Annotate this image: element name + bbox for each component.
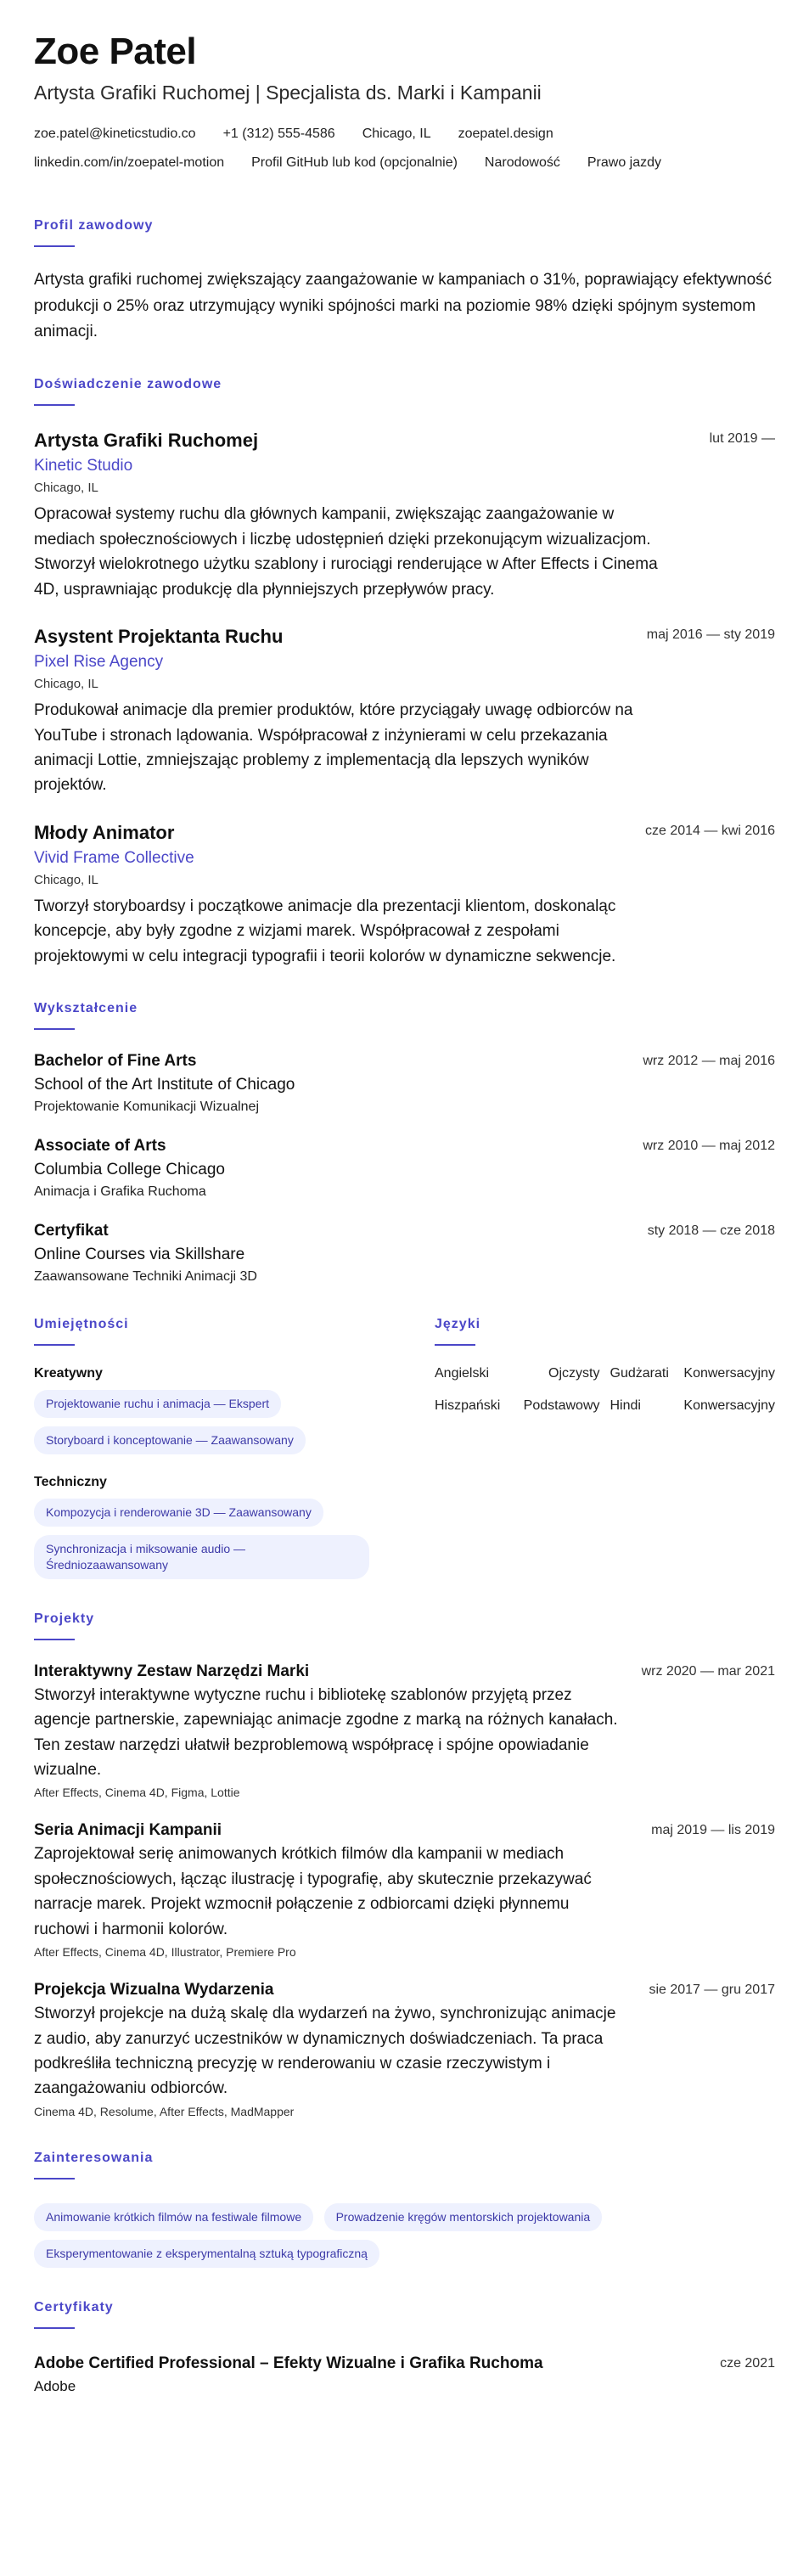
interest-pill: Animowanie krótkich filmów na festiwale filmowe — [34, 2203, 313, 2231]
section-divider — [34, 245, 75, 247]
skill-pill: Storyboard i konceptowanie — Zaawansowany — [34, 1426, 306, 1454]
job-title: Młody Animator — [34, 821, 175, 843]
skill-category: Techniczny — [34, 1474, 107, 1489]
education-details — [34, 1137, 225, 1200]
language-item — [610, 1366, 776, 1381]
language-item — [610, 1398, 776, 1414]
contact-github[interactable]: Profil GitHub lub kod (opcjonalnie) — [251, 155, 458, 171]
project-title: Seria Animacji Kampanii — [34, 1821, 222, 1840]
education-school: Columbia College Chicago — [34, 1161, 225, 1179]
job-description: Tworzył storyboardsy i początkowe animacje dla prezentacji klientom, doskonaląc koncepcje, aby były zgodne z wizjami marek. Współpracował z zespołami projektowymi w celu integracji typografii i teorii kolorów w dynamiczne sekwencje. — [34, 897, 616, 965]
language-level: Konwersacyjny — [683, 1366, 775, 1381]
job-entry — [34, 430, 775, 602]
job-description: Opracował systemy ruchu dla głównych kampanii, zwiększając zaangażowanie w mediach społecznościowych i liczbę udostępnień dzięki przekonującym wizualizacjom. Stworzył wielokrotnego użytku szablony i rurociągi renderujące w After Effects i Cinema 4D, usprawniając produkcję dla płynniejszych przepływów pracy. — [34, 505, 658, 599]
section-title: Projekty — [34, 1611, 95, 1626]
project-dates: sie 2017 — gru 2017 — [649, 1983, 775, 1998]
section-divider — [435, 1344, 475, 1346]
job-details — [34, 626, 647, 798]
person-title: Artysta Grafiki Ruchomej | Specjalista ds. Marki i Kampanii — [34, 82, 542, 104]
contact-driving-license: Prawo jazdy — [587, 155, 662, 171]
project-technologies: Cinema 4D, Resolume, After Effects, MadMapper — [34, 2104, 295, 2118]
projects-section — [34, 1611, 775, 2118]
languages-section — [435, 1317, 775, 1578]
language-name: Hindi — [610, 1398, 641, 1414]
skill-pill: Synchronizacja i miksowanie audio — Średniozaawansowany — [34, 1535, 369, 1579]
section-divider — [34, 2178, 75, 2179]
job-entry — [34, 626, 775, 798]
job-dates: lut 2019 — — [709, 431, 775, 447]
contact-phone[interactable]: +1 (312) 555-4586 — [222, 127, 335, 142]
section-divider — [34, 1344, 75, 1346]
job-location: Chicago, IL — [34, 872, 98, 887]
education-degree: Certyfikat — [34, 1222, 109, 1240]
interest-pill: Prowadzenie kręgów mentorskich projektowania — [324, 2203, 603, 2231]
section-title: Umiejętności — [34, 1317, 129, 1332]
project-description: Zaprojektował serię animowanych krótkich filmów dla kampanii w mediach społecznościowych, łącząc ilustrację i typografię, aby skutecznie przekazywać narracje marek. Projekt wzmocnił połączenie z odbiorcami dzięki płynnemu ruchowi i harmonii kolorów. — [34, 1845, 592, 1938]
skill-pill-group — [34, 1381, 390, 1454]
project-title: Interaktywny Zestaw Narzędzi Marki — [34, 1662, 310, 1680]
certifications-section — [34, 2300, 775, 2395]
language-name: Hiszpański — [435, 1398, 501, 1414]
skill-pill: Kompozycja i renderowanie 3D — Zaawansowany — [34, 1499, 323, 1527]
section-divider — [34, 1028, 75, 1030]
skill-pill-group — [34, 1490, 390, 1579]
education-entry — [34, 1222, 775, 1285]
job-entry — [34, 822, 775, 969]
project-description: Stworzył projekcje na dużą skalę dla wydarzeń na żywo, synchronizując animacje z audio, aby zanurzyć uczestników w dynamicznych doświadczeniach. Ta praca podkreśliła techniczną precyzję w renderowaniu w czasie rzeczywistym i zaangażowaniu odbiorców. — [34, 2005, 616, 2098]
certification-issuer: Adobe — [34, 2377, 76, 2394]
education-dates: wrz 2010 — maj 2012 — [643, 1139, 775, 1154]
section-title: Certyfikaty — [34, 2299, 114, 2314]
project-entry — [34, 1981, 775, 2118]
job-dates: cze 2014 — kwi 2016 — [645, 823, 775, 838]
project-details — [34, 1821, 628, 1959]
section-divider — [34, 1639, 75, 1640]
section-title: Wykształcenie — [34, 1001, 138, 1016]
language-level: Konwersacyjny — [683, 1398, 775, 1414]
contact-website[interactable]: zoepatel.design — [458, 127, 553, 142]
profile-section — [34, 218, 775, 345]
language-level: Podstawowy — [523, 1398, 600, 1414]
contact-email[interactable]: zoe.patel@kineticstudio.co — [34, 127, 196, 142]
project-description: Stworzył interaktywne wytyczne ruchu i bibliotekę szablonów przyjętą przez agencje partnerskie, zapewniając animacje zgodne z marką na różnych kanałach. Ten zestaw narzędzi ułatwił bezproblemową współpracę i spójne opowiadanie wizualne. — [34, 1685, 618, 1779]
language-level: Ojczysty — [548, 1366, 600, 1381]
project-entry — [34, 1662, 775, 1800]
job-location: Chicago, IL — [34, 677, 98, 692]
education-degree: Bachelor of Fine Arts — [34, 1052, 197, 1071]
education-degree: Associate of Arts — [34, 1137, 166, 1156]
project-dates: maj 2019 — lis 2019 — [651, 1823, 775, 1838]
interests-section — [34, 2151, 775, 2268]
education-field: Zaawansowane Techniki Animacji 3D — [34, 1269, 257, 1285]
education-entry — [34, 1052, 775, 1115]
project-title: Projekcja Wizualna Wydarzenia — [34, 1981, 274, 1999]
section-title: Zainteresowania — [34, 2150, 154, 2165]
experience-section — [34, 377, 775, 969]
contact-linkedin[interactable]: linkedin.com/in/zoepatel-motion — [34, 155, 225, 171]
section-divider — [34, 2327, 75, 2329]
project-technologies: After Effects, Cinema 4D, Figma, Lottie — [34, 1786, 240, 1800]
education-field: Animacja i Grafika Ruchoma — [34, 1184, 206, 1200]
profile-summary: Artysta grafiki ruchomej zwiększający zaangażowanie w kampaniach o 31%, poprawiający efektywność produkcji o 25% oraz utrzymujący wyniki spójności marki na poziomie 98% dzięki spójnym systemom animacji. — [34, 271, 772, 340]
resume-header — [34, 32, 775, 184]
education-details — [34, 1052, 295, 1115]
project-details — [34, 1981, 628, 2118]
education-dates: sty 2018 — cze 2018 — [647, 1223, 775, 1239]
language-name: Angielski — [435, 1366, 490, 1381]
education-school: School of the Art Institute of Chicago — [34, 1076, 295, 1094]
project-dates: wrz 2020 — mar 2021 — [641, 1663, 775, 1679]
job-location: Chicago, IL — [34, 481, 98, 496]
language-item — [435, 1366, 600, 1381]
project-details — [34, 1662, 628, 1800]
language-list — [435, 1366, 775, 1414]
education-school: Online Courses via Skillshare — [34, 1246, 245, 1264]
education-entry — [34, 1137, 775, 1200]
job-company: Kinetic Studio — [34, 457, 133, 475]
job-details — [34, 430, 679, 602]
skills-languages-row — [34, 1317, 775, 1578]
education-details — [34, 1222, 257, 1285]
contact-location: Chicago, IL — [362, 127, 431, 142]
contact-row — [34, 127, 775, 155]
job-title: Artysta Grafiki Ruchomej — [34, 430, 259, 452]
project-entry — [34, 1821, 775, 1959]
skill-category: Kreatywny — [34, 1366, 103, 1381]
certification-name: Adobe Certified Professional – Efekty Wizualne i Grafika Ruchoma — [34, 2354, 543, 2372]
certification-date: cze 2021 — [720, 2355, 775, 2371]
job-company: Vivid Frame Collective — [34, 848, 194, 867]
job-title: Asystent Projektanta Ruchu — [34, 626, 284, 648]
language-item — [435, 1398, 600, 1414]
person-name: Zoe Patel — [34, 31, 197, 72]
certification-details — [34, 2354, 543, 2395]
section-divider — [34, 404, 75, 406]
contact-row-secondary — [34, 155, 775, 184]
education-field: Projektowanie Komunikacji Wizualnej — [34, 1100, 260, 1115]
project-technologies: After Effects, Cinema 4D, Illustrator, Premiere Pro — [34, 1945, 296, 1960]
interest-pill: Eksperymentowanie z eksperymentalną sztuką typograficzną — [34, 2240, 379, 2268]
section-title: Profil zawodowy — [34, 218, 154, 233]
job-details — [34, 822, 645, 969]
contact-nationality: Narodowość — [484, 155, 560, 171]
certification-entry — [34, 2354, 775, 2395]
language-name: Gudżarati — [610, 1366, 669, 1381]
section-title: Doświadczenie zawodowe — [34, 377, 222, 392]
education-dates: wrz 2012 — maj 2016 — [643, 1054, 775, 1069]
skills-section — [34, 1317, 390, 1578]
skill-pill: Projektowanie ruchu i animacja — Ekspert — [34, 1390, 281, 1418]
education-section — [34, 1001, 775, 1285]
job-company: Pixel Rise Agency — [34, 653, 164, 672]
job-dates: maj 2016 — sty 2019 — [646, 627, 775, 643]
interest-pill-group — [34, 2195, 775, 2268]
job-description: Produkował animacje dla premier produktów, które przyciągały uwagę odbiorców na YouTube i stronach lądowania. Współpracował z inżynierami w celu przekazania animacji Lottie, zmniejszając problemy z implementacją dla lepszych wyników projektów. — [34, 701, 633, 795]
section-title: Języki — [435, 1317, 481, 1332]
